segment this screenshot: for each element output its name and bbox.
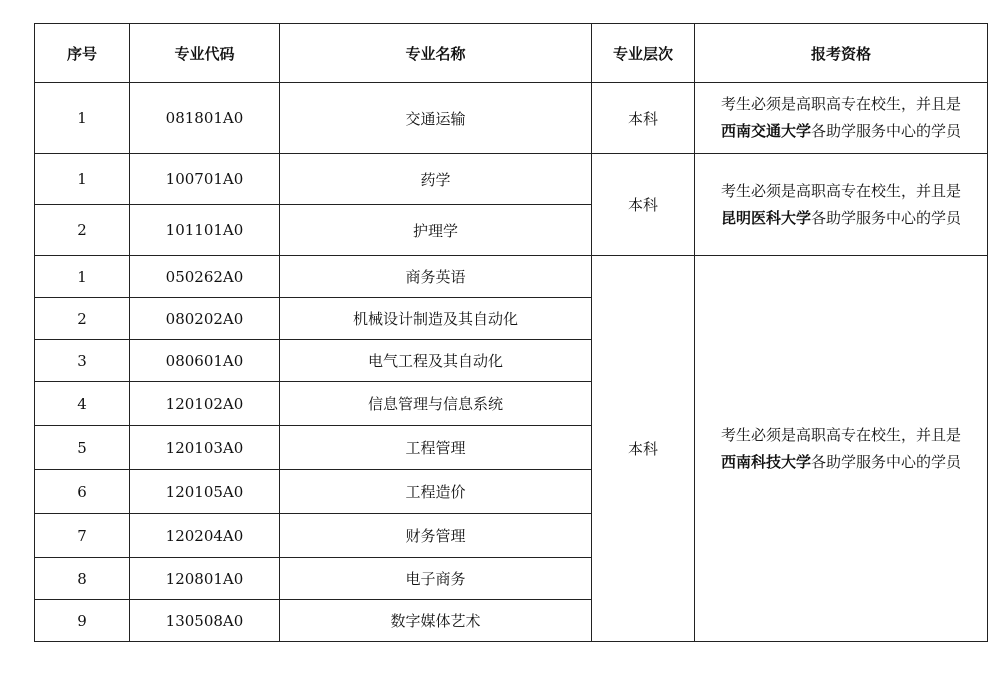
row-index: 7	[35, 514, 130, 558]
qualification-suffix: 各助学服务中心的学员	[811, 452, 962, 471]
row-index: 5	[35, 426, 130, 470]
table-row	[35, 154, 988, 205]
row-index: 6	[35, 470, 130, 514]
header-row	[35, 24, 988, 83]
row-index: 8	[35, 558, 130, 600]
group-qualification	[695, 154, 988, 256]
qualification-suffix: 各助学服务中心的学员	[811, 122, 962, 140]
row-code: 120102A0	[130, 382, 280, 426]
group-level: 本科	[592, 154, 695, 256]
row-major-name: 交通运输	[280, 83, 592, 154]
row-code: 050262A0	[130, 256, 280, 298]
row-code: 120105A0	[130, 470, 280, 514]
row-major-name: 机械设计制造及其自动化	[280, 298, 592, 340]
row-code: 120103A0	[130, 426, 280, 470]
table-row	[35, 83, 988, 154]
row-major-name: 财务管理	[280, 514, 592, 558]
row-major-name: 电子商务	[280, 558, 592, 600]
group-qualification	[695, 256, 988, 642]
row-major-name: 电气工程及其自动化	[280, 340, 592, 382]
row-major-name: 工程管理	[280, 426, 592, 470]
header-qualification: 报考资格	[695, 24, 988, 83]
row-code: 080202A0	[130, 298, 280, 340]
header-code: 专业代码	[130, 24, 280, 83]
header-index: 序号	[35, 24, 130, 83]
row-code: 120204A0	[130, 514, 280, 558]
row-code: 120801A0	[130, 558, 280, 600]
row-index: 1	[35, 256, 130, 298]
row-code: 080601A0	[130, 340, 280, 382]
university-name: 昆明医科大学	[720, 208, 811, 227]
row-major-name: 护理学	[280, 205, 592, 256]
row-major-name: 药学	[280, 154, 592, 205]
row-code: 081801A0	[130, 83, 280, 154]
row-code: 100701A0	[130, 154, 280, 205]
qualification-prefix: 考生必须是高职高专在校生，并且是	[720, 181, 961, 200]
group-level: 本科	[592, 256, 695, 642]
majors-table	[34, 23, 988, 642]
row-index: 3	[35, 340, 130, 382]
row-index: 9	[35, 600, 130, 642]
row-index: 4	[35, 382, 130, 426]
row-major-name: 信息管理与信息系统	[280, 382, 592, 426]
row-major-name: 数字媒体艺术	[280, 600, 592, 642]
qualification-prefix: 考生必须是高职高专在校生，并且是	[720, 425, 961, 444]
university-name: 西南科技大学	[720, 452, 811, 471]
row-major-name: 工程造价	[280, 470, 592, 514]
table-row	[35, 256, 988, 298]
header-level: 专业层次	[592, 24, 695, 83]
qualification-suffix: 各助学服务中心的学员	[811, 208, 962, 227]
group-qualification	[695, 83, 988, 154]
header-name: 专业名称	[280, 24, 592, 83]
qualification-prefix: 考生必须是高职高专在校生，并且是	[720, 95, 961, 113]
row-index: 2	[35, 298, 130, 340]
row-code: 101101A0	[130, 205, 280, 256]
row-code: 130508A0	[130, 600, 280, 642]
row-index: 1	[35, 154, 130, 205]
university-name: 西南交通大学	[720, 122, 811, 140]
row-index: 2	[35, 205, 130, 256]
group-level: 本科	[592, 83, 695, 154]
row-major-name: 商务英语	[280, 256, 592, 298]
row-index: 1	[35, 83, 130, 154]
